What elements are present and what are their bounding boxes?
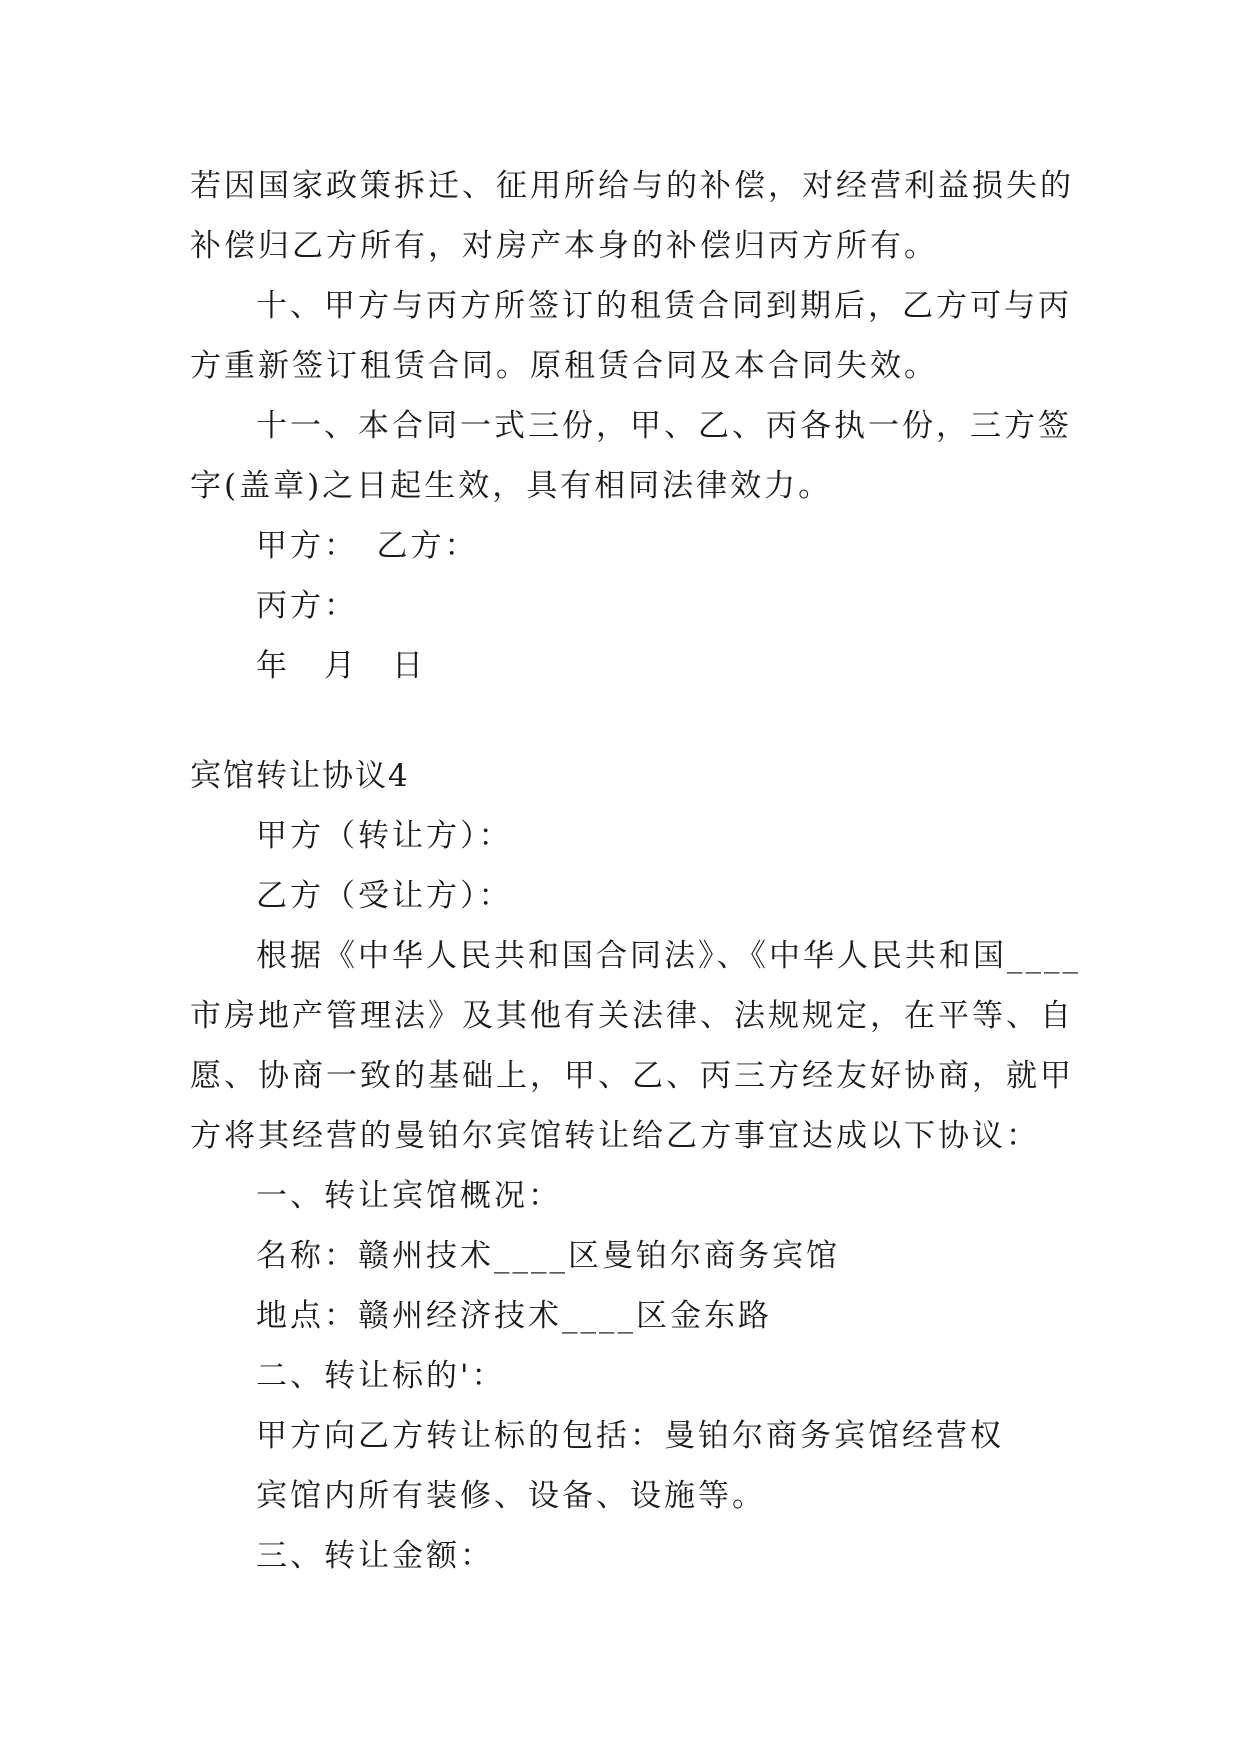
signature-parties-line: 甲方： 乙方： [256, 528, 479, 564]
hotel-name-line: 名称：赣州技术____区曼铂尔商务宾馆 [256, 1238, 840, 1274]
section-title: 宾馆转让协议4 [190, 758, 410, 794]
clause-ten-line: 十、甲方与丙方所签订的租赁合同到期后，乙方可与丙 [256, 288, 1072, 324]
party-a-line: 甲方（转让方）： [256, 818, 513, 854]
clause-heading: 二、转让标的'： [256, 1358, 506, 1394]
clause-heading: 三、转让金额： [256, 1538, 494, 1574]
paragraph-line: 宾馆内所有装修、设备、设施等。 [256, 1478, 766, 1514]
paragraph-line: 方将其经营的曼铂尔宾馆转让给乙方事宜达成以下协议： [190, 1118, 1040, 1154]
hotel-address-line: 地点：赣州经济技术____区金东路 [256, 1298, 772, 1334]
paragraph-line: 愿、协商一致的基础上，甲、乙、丙三方经友好协商，就甲 [190, 1058, 1074, 1094]
clause-heading: 一、转让宾馆概况： [256, 1178, 562, 1214]
paragraph-line: 市房地产管理法》及其他有关法律、法规规定，在平等、自 [190, 998, 1074, 1034]
paragraph-line: 方重新签订租赁合同。原租赁合同及本合同失效。 [190, 348, 938, 384]
clause-eleven-line: 十一、本合同一式三份，甲、乙、丙各执一份，三方签 [256, 408, 1072, 444]
paragraph-line: 字(盖章)之日起生效，具有相同法律效力。 [190, 468, 833, 504]
paragraph-line: 根据《中华人民共和国合同法》、《中华人民共和国____ [256, 938, 1081, 974]
paragraph-line: 甲方向乙方转让标的包括：曼铂尔商务宾馆经营权 [256, 1418, 1004, 1454]
party-b-line: 乙方（受让方）： [256, 878, 513, 914]
signature-party-c-line: 丙方： [256, 588, 358, 624]
signature-date-line: 年 月 日 [256, 648, 426, 684]
paragraph-line: 补偿归乙方所有，对房产本身的补偿归丙方所有。 [190, 228, 938, 264]
paragraph-line: 若因国家政策拆迁、征用所给与的补偿，对经营利益损失的 [190, 168, 1074, 204]
